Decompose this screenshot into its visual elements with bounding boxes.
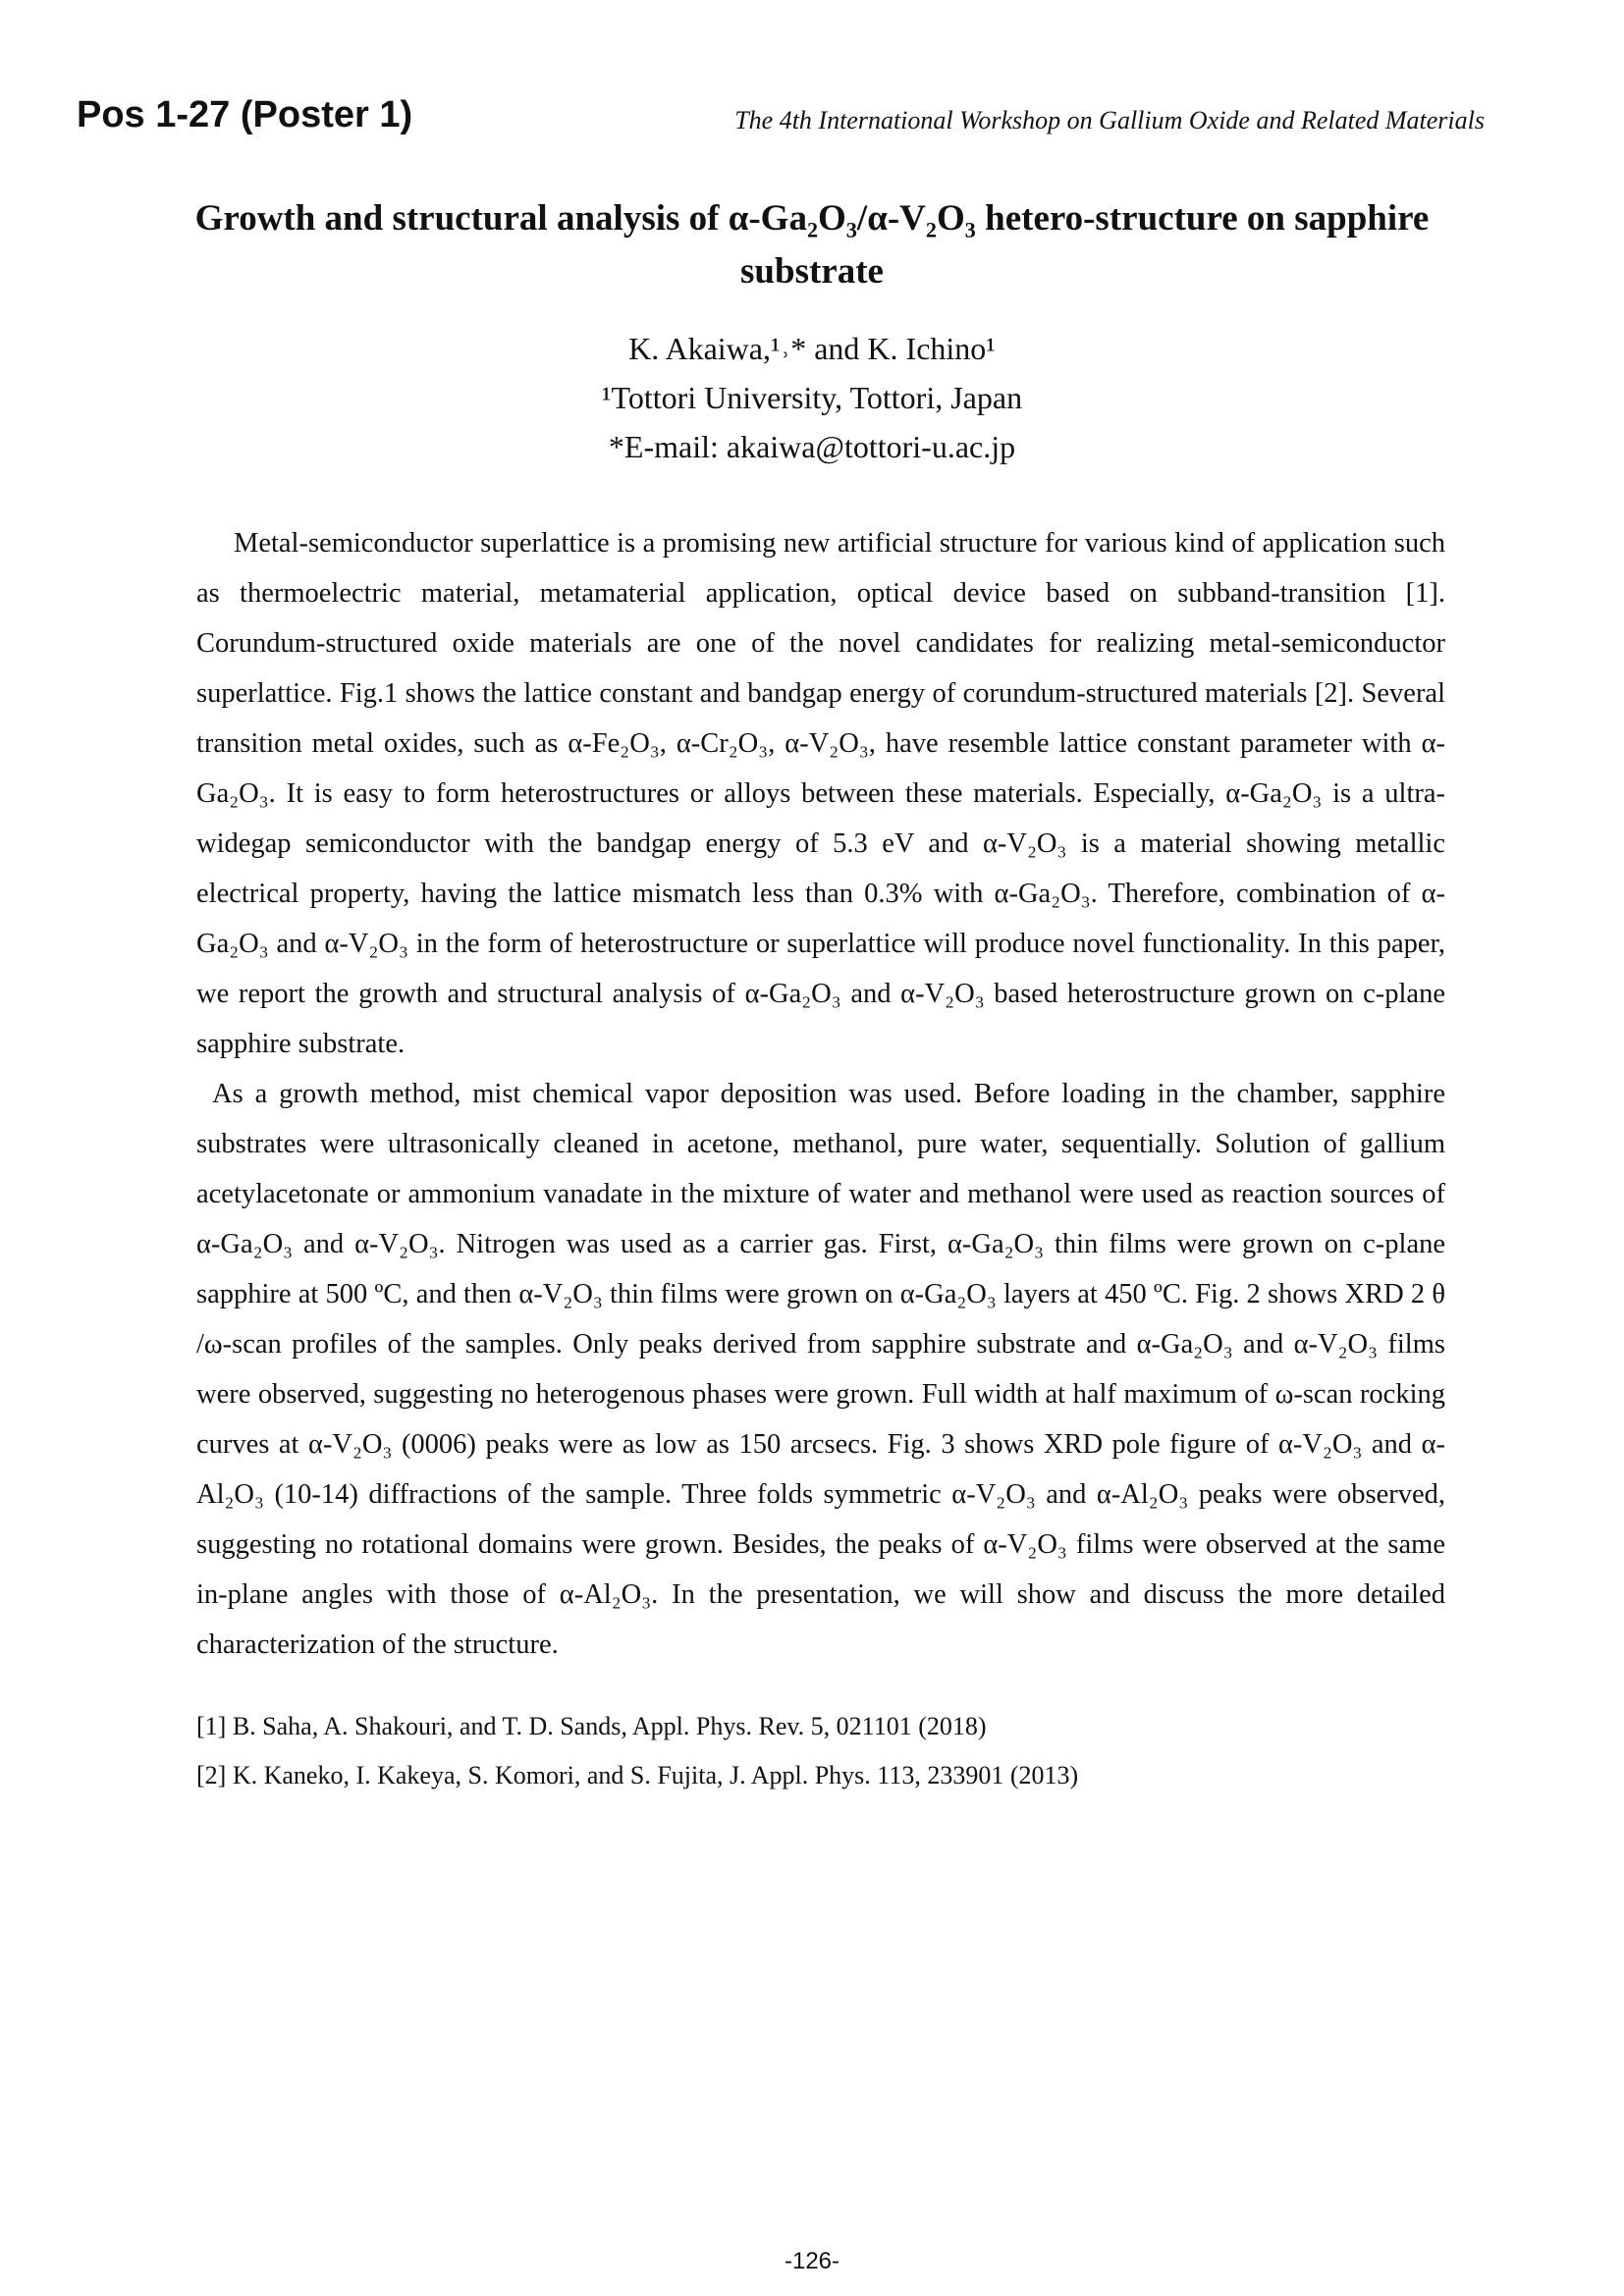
workshop-name: The 4th International Workshop on Gallium Oxide and Related Materials	[734, 106, 1485, 134]
paper-title: Growth and structural analysis of α-Ga₂O₃/α-V₂O₃ hetero-structure on sapphire substrate	[194, 198, 1430, 292]
abstract-body	[196, 518, 1445, 1670]
author-block	[0, 324, 1624, 471]
references	[196, 1702, 1445, 1800]
paragraph-2: As a growth method, mist chemical vapor deposition was used. Before loading in the chamber, sapphire substrates were ultrasonically cleaned in acetone, methanol, pure water, sequentially. Solution of gallium acetylacetonate or ammonium vanadate in the mixture of water and methanol were used as reaction sources of α-Ga₂O₃ and α-V₂O₃. Nitrogen was used as a carrier gas. First, α-Ga₂O₃ thin films were grown on c-plane sapphire at 500 ºC, and then α-V₂O₃ thin films were grown on α-Ga₂O₃ layers at 450 ºC. Fig. 2 shows XRD 2 θ /ω-scan profiles of the samples. Only peaks derived from sapphire substrate and α-Ga₂O₃ and α-V₂O₃ films were observed, suggesting no heterogenous phases were grown. Full width at half maximum of ω-scan rocking curves at α-V₂O₃ (0006) peaks were as low as 150 arcsecs. Fig. 3 shows XRD pole figure of α-V₂O₃ and α-Al₂O₃ (10-14) diffractions of the sample. Three folds symmetric α-V₂O₃ and α-Al₂O₃ peaks were observed, suggesting no rotational domains were grown. Besides, the peaks of α-V₂O₃ films were observed at the same in-plane angles with those of α-Al₂O₃. In the presentation, we will show and discuss the more detailed characterization of the structure.	[196, 1079, 1445, 1660]
reference-item: [2] K. Kaneko, I. Kakeya, S. Komori, and S. Fujita, J. Appl. Phys. 113, 233901 (2013)	[196, 1761, 1079, 1789]
affiliation: ¹Tottori University, Tottori, Japan	[601, 380, 1023, 415]
author-names: K. Akaiwa,¹˒* and K. Ichino¹	[628, 331, 996, 366]
paragraph-1: Metal-semiconductor superlattice is a promising new artificial structure for various kind of application such as thermoelectric material, metamaterial application, optical device based on subband-transition [1]. Corundum-structured oxide materials are one of the novel candidates for realizing metal-semiconductor superlattice. Fig.1 shows the lattice constant and bandgap energy of corundum-structured materials [2]. Several transition metal oxides, such as α-Fe₂O₃, α-Cr₂O₃, α-V₂O₃, have resemble lattice constant parameter with α-Ga₂O₃. It is easy to form heterostructures or alloys between these materials. Especially, α-Ga₂O₃ is a ultra-widegap semiconductor with the bandgap energy of 5.3 eV and α-V₂O₃ is a material showing metallic electrical property, having the lattice mismatch less than 0.3% with α-Ga₂O₃. Therefore, combination of α-Ga₂O₃ and α-V₂O₃ in the form of heterostructure or superlattice will produce novel functionality. In this paper, we report the growth and structural analysis of α-Ga₂O₃ and α-V₂O₃ based heterostructure grown on c-plane sapphire substrate.	[196, 528, 1445, 1059]
page-number: -126-	[784, 2248, 840, 2274]
poster-id: Pos 1-27 (Poster 1)	[77, 94, 413, 135]
reference-item: [1] B. Saha, A. Shakouri, and T. D. Sands, Appl. Phys. Rev. 5, 021101 (2018)	[196, 1712, 987, 1740]
email: *E-mail: akaiwa@tottori-u.ac.jp	[608, 429, 1016, 464]
